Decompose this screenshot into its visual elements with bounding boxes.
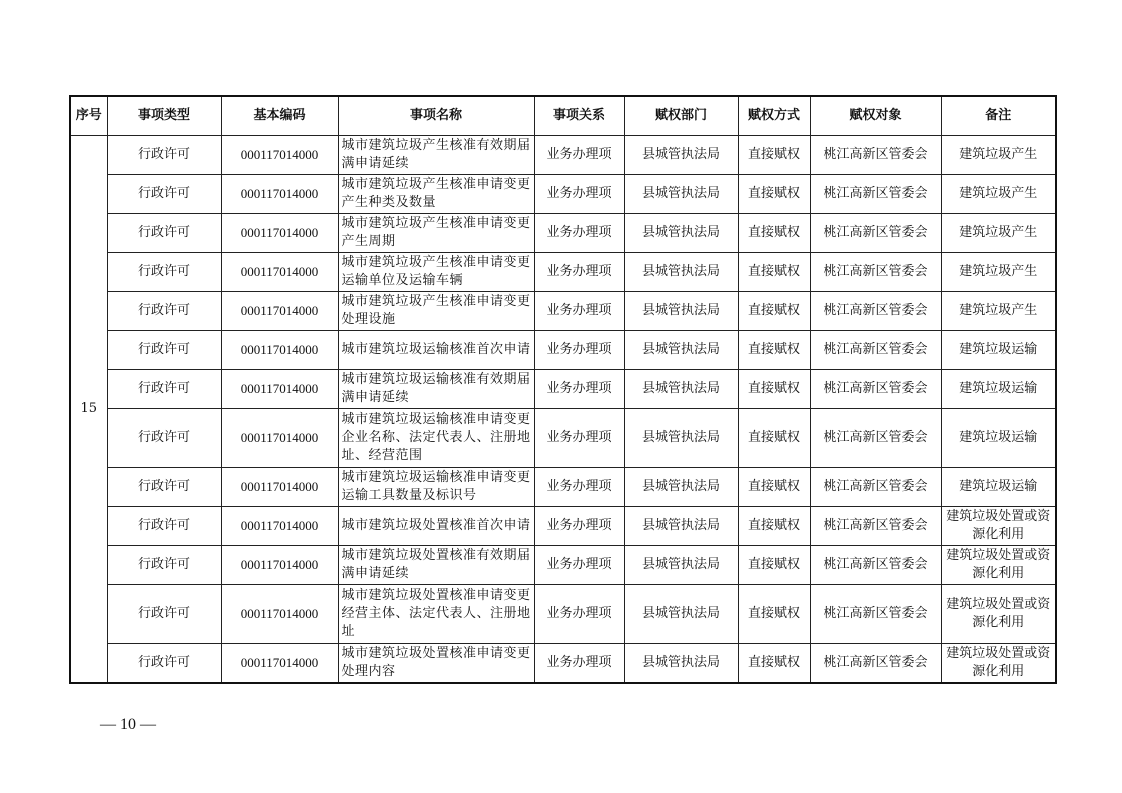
table-row <box>70 292 1056 331</box>
cell-target: 桃江高新区管委会 <box>810 468 941 507</box>
cell-type: 行政许可 <box>107 136 221 175</box>
table-row <box>70 409 1056 468</box>
cell-method: 直接赋权 <box>738 175 810 214</box>
cell-relation: 业务办理项 <box>534 331 624 370</box>
cell-name: 城市建筑垃圾产生核准申请变更处理设施 <box>338 292 534 331</box>
cell-target: 桃江高新区管委会 <box>810 175 941 214</box>
cell-relation: 业务办理项 <box>534 214 624 253</box>
table-row <box>70 136 1056 175</box>
cell-type: 行政许可 <box>107 644 221 684</box>
cell-name: 城市建筑垃圾运输核准首次申请 <box>338 331 534 370</box>
cell-code: 000117014000 <box>221 546 338 585</box>
header-seq: 序号 <box>70 96 107 136</box>
cell-method: 直接赋权 <box>738 546 810 585</box>
group-number: 15 <box>70 136 107 684</box>
cell-note: 建筑垃圾处置或资源化利用 <box>941 644 1056 684</box>
header-type: 事项类型 <box>107 96 221 136</box>
cell-dept: 县城管执法局 <box>624 253 738 292</box>
header-name: 事项名称 <box>338 96 534 136</box>
cell-type: 行政许可 <box>107 214 221 253</box>
cell-dept: 县城管执法局 <box>624 331 738 370</box>
cell-note: 建筑垃圾处置或资源化利用 <box>941 546 1056 585</box>
header-target: 赋权对象 <box>810 96 941 136</box>
cell-note: 建筑垃圾处置或资源化利用 <box>941 585 1056 644</box>
cell-code: 000117014000 <box>221 409 338 468</box>
cell-code: 000117014000 <box>221 214 338 253</box>
cell-code: 000117014000 <box>221 253 338 292</box>
cell-type: 行政许可 <box>107 292 221 331</box>
cell-target: 桃江高新区管委会 <box>810 253 941 292</box>
cell-name: 城市建筑垃圾运输核准申请变更运输工具数量及标识号 <box>338 468 534 507</box>
cell-code: 000117014000 <box>221 331 338 370</box>
cell-method: 直接赋权 <box>738 331 810 370</box>
cell-relation: 业务办理项 <box>534 292 624 331</box>
cell-name: 城市建筑垃圾产生核准申请变更产生种类及数量 <box>338 175 534 214</box>
header-note: 备注 <box>941 96 1056 136</box>
cell-dept: 县城管执法局 <box>624 175 738 214</box>
cell-type: 行政许可 <box>107 331 221 370</box>
cell-note: 建筑垃圾运输 <box>941 468 1056 507</box>
cell-target: 桃江高新区管委会 <box>810 409 941 468</box>
cell-method: 直接赋权 <box>738 468 810 507</box>
cell-target: 桃江高新区管委会 <box>810 644 941 684</box>
cell-relation: 业务办理项 <box>534 253 624 292</box>
cell-dept: 县城管执法局 <box>624 507 738 546</box>
cell-dept: 县城管执法局 <box>624 292 738 331</box>
cell-type: 行政许可 <box>107 253 221 292</box>
cell-dept: 县城管执法局 <box>624 409 738 468</box>
cell-relation: 业务办理项 <box>534 507 624 546</box>
cell-type: 行政许可 <box>107 370 221 409</box>
cell-relation: 业务办理项 <box>534 585 624 644</box>
cell-target: 桃江高新区管委会 <box>810 370 941 409</box>
cell-name: 城市建筑垃圾处置核准申请变更处理内容 <box>338 644 534 684</box>
table-row <box>70 507 1056 546</box>
cell-relation: 业务办理项 <box>534 546 624 585</box>
header-code: 基本编码 <box>221 96 338 136</box>
cell-note: 建筑垃圾运输 <box>941 409 1056 468</box>
cell-dept: 县城管执法局 <box>624 370 738 409</box>
cell-type: 行政许可 <box>107 585 221 644</box>
table-body <box>70 136 1056 684</box>
cell-relation: 业务办理项 <box>534 468 624 507</box>
cell-dept: 县城管执法局 <box>624 136 738 175</box>
cell-dept: 县城管执法局 <box>624 585 738 644</box>
cell-target: 桃江高新区管委会 <box>810 214 941 253</box>
cell-name: 城市建筑垃圾处置核准有效期届满申请延续 <box>338 546 534 585</box>
cell-method: 直接赋权 <box>738 507 810 546</box>
table-header-row <box>70 96 1056 136</box>
table-row <box>70 644 1056 684</box>
cell-method: 直接赋权 <box>738 136 810 175</box>
table-row <box>70 585 1056 644</box>
cell-note: 建筑垃圾处置或资源化利用 <box>941 507 1056 546</box>
table-row <box>70 331 1056 370</box>
cell-note: 建筑垃圾产生 <box>941 136 1056 175</box>
cell-dept: 县城管执法局 <box>624 214 738 253</box>
cell-dept: 县城管执法局 <box>624 546 738 585</box>
cell-code: 000117014000 <box>221 370 338 409</box>
header-relation: 事项关系 <box>534 96 624 136</box>
table-row <box>70 253 1056 292</box>
cell-note: 建筑垃圾产生 <box>941 292 1056 331</box>
cell-note: 建筑垃圾运输 <box>941 370 1056 409</box>
cell-method: 直接赋权 <box>738 370 810 409</box>
cell-code: 000117014000 <box>221 644 338 684</box>
table-row <box>70 175 1056 214</box>
header-dept: 赋权部门 <box>624 96 738 136</box>
header-method: 赋权方式 <box>738 96 810 136</box>
cell-dept: 县城管执法局 <box>624 644 738 684</box>
cell-name: 城市建筑垃圾处置核准申请变更经营主体、法定代表人、注册地址 <box>338 585 534 644</box>
cell-name: 城市建筑垃圾运输核准申请变更企业名称、法定代表人、注册地址、经营范围 <box>338 409 534 468</box>
cell-type: 行政许可 <box>107 409 221 468</box>
cell-method: 直接赋权 <box>738 409 810 468</box>
cell-relation: 业务办理项 <box>534 370 624 409</box>
cell-note: 建筑垃圾运输 <box>941 331 1056 370</box>
table-row <box>70 370 1056 409</box>
cell-method: 直接赋权 <box>738 292 810 331</box>
table-row <box>70 214 1056 253</box>
cell-relation: 业务办理项 <box>534 409 624 468</box>
cell-note: 建筑垃圾产生 <box>941 253 1056 292</box>
cell-relation: 业务办理项 <box>534 644 624 684</box>
cell-code: 000117014000 <box>221 136 338 175</box>
cell-target: 桃江高新区管委会 <box>810 292 941 331</box>
cell-code: 000117014000 <box>221 468 338 507</box>
cell-relation: 业务办理项 <box>534 136 624 175</box>
cell-name: 城市建筑垃圾处置核准首次申请 <box>338 507 534 546</box>
cell-method: 直接赋权 <box>738 253 810 292</box>
cell-type: 行政许可 <box>107 175 221 214</box>
cell-code: 000117014000 <box>221 507 338 546</box>
cell-target: 桃江高新区管委会 <box>810 507 941 546</box>
cell-name: 城市建筑垃圾产生核准有效期届满申请延续 <box>338 136 534 175</box>
cell-note: 建筑垃圾产生 <box>941 214 1056 253</box>
cell-code: 000117014000 <box>221 175 338 214</box>
cell-code: 000117014000 <box>221 585 338 644</box>
authorization-table <box>69 95 1057 684</box>
cell-name: 城市建筑垃圾产生核准申请变更产生周期 <box>338 214 534 253</box>
cell-dept: 县城管执法局 <box>624 468 738 507</box>
cell-method: 直接赋权 <box>738 644 810 684</box>
cell-type: 行政许可 <box>107 468 221 507</box>
cell-name: 城市建筑垃圾运输核准有效期届满申请延续 <box>338 370 534 409</box>
cell-type: 行政许可 <box>107 546 221 585</box>
cell-method: 直接赋权 <box>738 214 810 253</box>
page-number: — 10 — <box>100 716 156 733</box>
cell-name: 城市建筑垃圾产生核准申请变更运输单位及运输车辆 <box>338 253 534 292</box>
cell-note: 建筑垃圾产生 <box>941 175 1056 214</box>
cell-code: 000117014000 <box>221 292 338 331</box>
table-row <box>70 546 1056 585</box>
cell-target: 桃江高新区管委会 <box>810 546 941 585</box>
table-row <box>70 468 1056 507</box>
cell-target: 桃江高新区管委会 <box>810 136 941 175</box>
cell-relation: 业务办理项 <box>534 175 624 214</box>
cell-target: 桃江高新区管委会 <box>810 585 941 644</box>
cell-type: 行政许可 <box>107 507 221 546</box>
cell-method: 直接赋权 <box>738 585 810 644</box>
cell-target: 桃江高新区管委会 <box>810 331 941 370</box>
